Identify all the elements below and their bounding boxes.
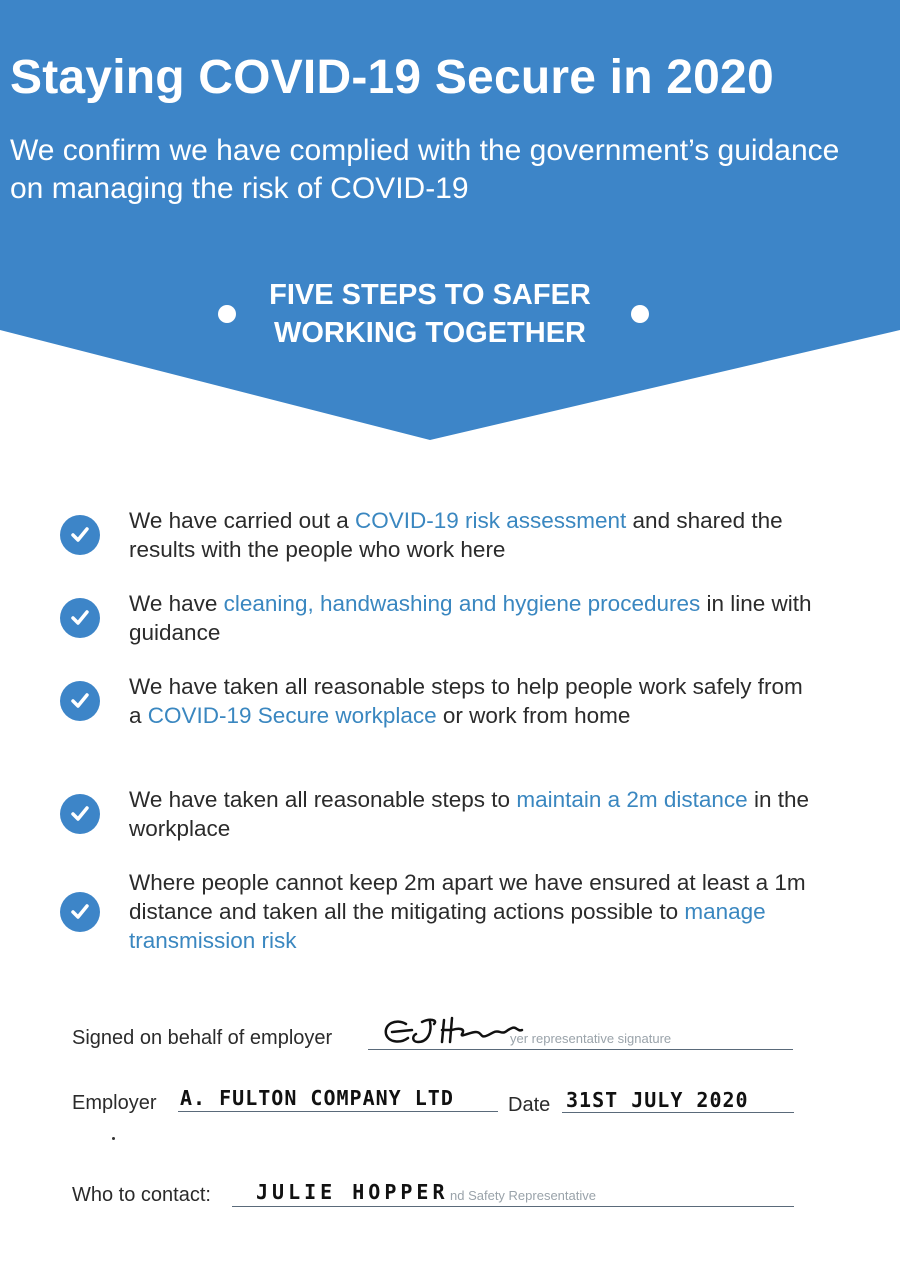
date-label: Date bbox=[508, 1094, 551, 1116]
step-highlight: maintain a 2m distance bbox=[516, 787, 748, 812]
signature-placeholder: yer representative signature bbox=[510, 1031, 672, 1046]
page-title: Staying COVID-19 Secure in 2020 bbox=[10, 51, 774, 104]
date-value: 31ST JULY 2020 bbox=[566, 1088, 749, 1112]
checkmark-circle-icon bbox=[60, 892, 100, 932]
signed-label: Signed on behalf of employer bbox=[72, 1027, 333, 1049]
contact-label: Who to contact: bbox=[72, 1184, 211, 1206]
steps-heading-line1: FIVE STEPS TO SAFER bbox=[269, 279, 591, 311]
scan-speck bbox=[112, 1137, 115, 1140]
handwritten-signature bbox=[378, 1010, 528, 1052]
contact-value: JULIE HOPPER bbox=[256, 1180, 449, 1204]
page-subtitle: We confirm we have complied with the government’s guidance on managing the risk of COVID-19 bbox=[10, 134, 840, 205]
step-text: Where people cannot keep 2m apart we have ensured at least a 1m distance and taken all the mitigating actions possible to manage transmission risk bbox=[129, 870, 806, 953]
step-item bbox=[60, 506, 820, 564]
steps-heading bbox=[200, 276, 660, 352]
employer-label: Employer bbox=[72, 1092, 157, 1114]
employer-value: A. FULTON COMPANY LTD bbox=[180, 1086, 454, 1110]
checkmark-circle-icon bbox=[60, 598, 100, 638]
contact-field[interactable] bbox=[232, 1206, 794, 1207]
step-text: We have carried out a COVID-19 risk assessment and shared the results with the people who work here bbox=[129, 508, 783, 562]
step-text: We have taken all reasonable steps to maintain a 2m distance in the workplace bbox=[129, 787, 809, 841]
date-field[interactable] bbox=[562, 1112, 794, 1113]
step-highlight: manage transmission risk bbox=[129, 899, 766, 953]
employer-field[interactable] bbox=[178, 1111, 498, 1112]
step-text: We have taken all reasonable steps to help people work safely from a COVID-19 Secure workplace or work from home bbox=[129, 674, 803, 728]
checkmark-circle-icon bbox=[60, 681, 100, 721]
step-text: We have cleaning, handwashing and hygiene procedures in line with guidance bbox=[129, 591, 812, 645]
checkmark-circle-icon bbox=[60, 794, 100, 834]
step-highlight: cleaning, handwashing and hygiene procedures bbox=[223, 591, 701, 616]
checkmark-circle-icon bbox=[60, 515, 100, 555]
step-highlight: COVID-19 risk assessment bbox=[354, 508, 627, 533]
step-item bbox=[60, 868, 820, 955]
steps-heading-line2: WORKING TOGETHER bbox=[273, 317, 587, 349]
step-item bbox=[60, 589, 820, 647]
step-highlight: COVID-19 Secure workplace bbox=[147, 703, 437, 728]
step-item bbox=[60, 785, 820, 843]
step-item bbox=[60, 672, 820, 730]
contact-placeholder: nd Safety Representative bbox=[450, 1188, 596, 1203]
